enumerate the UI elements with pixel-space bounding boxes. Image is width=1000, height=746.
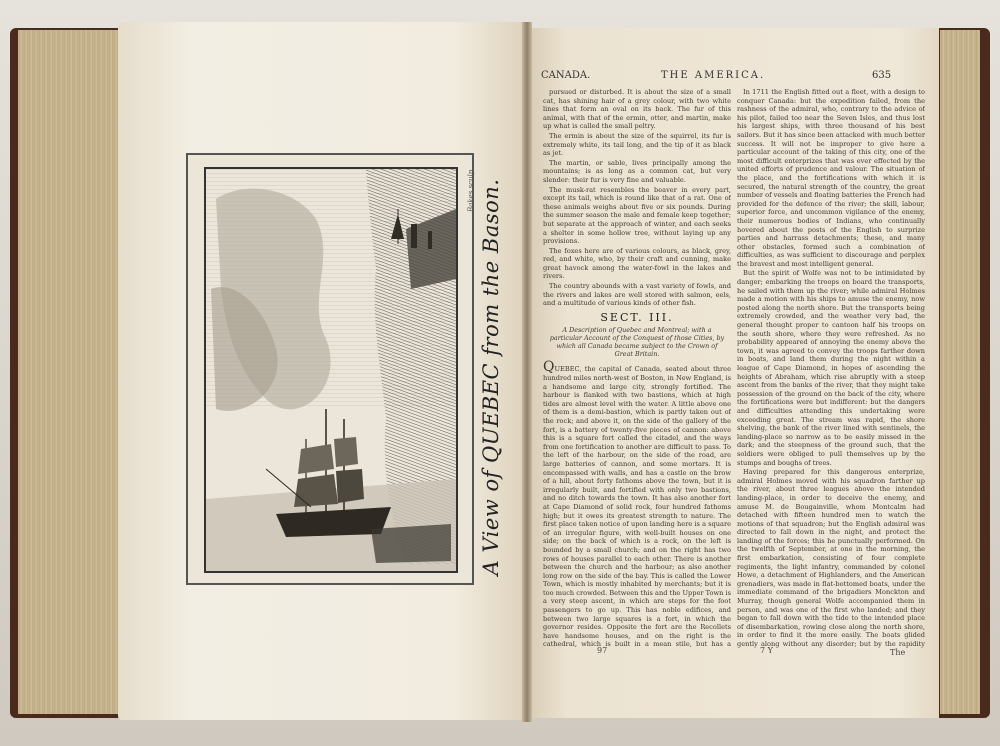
- paragraph: The ermin is about the size of the squirrel, its fur is extremely white, its tail long, and the tip of it as black as jet.: [543, 131, 731, 158]
- engraver-credit-text: Bakes sculp.: [467, 167, 475, 212]
- engraving-plate: [186, 153, 474, 585]
- ship-sail: [294, 474, 338, 507]
- signature-mark: 7 Y: [760, 646, 773, 655]
- paragraph: The country abounds with a vast variety of fowls, and the rivers and lakes are well stored with salmon, eels, and a multitude of various kinds of other fish.: [543, 282, 731, 308]
- page-number: 635: [872, 70, 892, 81]
- catchword: The: [890, 648, 906, 657]
- signature-mark: 97: [597, 646, 608, 655]
- quebec-harbour-engraving: [206, 169, 456, 571]
- church-tower: [411, 224, 417, 248]
- running-head: [541, 70, 861, 84]
- paragraph: In 1711 the English fitted out a fleet, with a design to conquer Canada: but the expedition failed, from the rashness of the admiral, who, contrary to the advice of his pilot, failed too near the Seven Isles, and thus lost his largest ships, with three thousand of his best sailors. But it has since been attacked with much better success. It will not be improper to give here a particular account of the taking of this city, one of the most difficult enterprizes that was ever effected by the united efforts of prudence and valour. The situation of the place, and the fortifications with which it is secured, the natural strength of the country, the great number of vessels and floating batteries the French had provided for the defence of the river; the skill, labour, superior force, and uncommon vigilance of the enemy, their numerous bodies of Indians, who continually hovered about the posts of the English to surprize parties and harrass detachments; these, and many other obstacles, formed such a combination of difficulties, as was sufficient to discourage and perplex the bravest and most intelligent general.: [737, 88, 925, 268]
- church-tower: [428, 231, 432, 249]
- text-column-left: [543, 88, 731, 648]
- running-head-section: CANADA.: [541, 70, 591, 81]
- plate-title-text: A View of QUEBEC from the Bason.: [479, 178, 503, 576]
- section-subtitle: A Description of Quebec and Montreal; with a particular Account of the Conquest of those Cities, by which all Canada became subject to the Crown of Great Britain.: [549, 326, 725, 359]
- paragraph: pursued or disturbed. It is about the size of a small cat, has shining hair of a grey colour, with two white lines that form an oval on its back. The fur of this animal, with that of the ermin, otter, and martin, make up what is called the small peltry.: [543, 88, 731, 131]
- book-gutter: [522, 22, 532, 722]
- paragraph: The musk-rat resembles the beaver in every part, except its tail, which is round like that of a rat. One of these animals weighs about five or six pounds. During the summer season the male and female keep together; but separate at the approach of winter, and each seeks a shelter in some hollow tree, without laying up any provisions.: [543, 185, 731, 246]
- engraver-credit: [463, 150, 479, 220]
- foreground-rocks: [371, 524, 451, 563]
- text-column-right: [737, 88, 925, 648]
- running-head-title: THE AMERICA.: [661, 70, 766, 81]
- paragraph: UEBEC, the capital of Canada, seated about three hundred miles north-west of Boston, in New England, is a handsome and large city, strongly fortified. The harbour is flanked with two bastions, which at high tides are almost level with the water. A little above one of them is a demi-bastion, which is partly taken out of the rock; and above it, on the side of the gallery of the fort, is a battery of twenty-five pieces of cannon: above this is a square fort called the citadel, and the ways from one fortification to another are difficult to pass. To the left of the harbour, on the side of the road, are large batteries of cannon, and some mortars. It is encompassed with walls, and has a castle on the brow of a hill, about forty fathoms above the town, but it is irregularly built, and fortified with only two bastions, and no ditch towards the town. It has also another fort at Cape Diamond of solid rock, four hundred fathoms high; but it owes its greatest strength to nature. The first place taken notice of upon landing here is a square of an irregular figure, with well-built houses on one side; on the back of which is a rock, on the left is bounded by a small church; and on the right has two rows of houses parallel to each other. There is another between the church and the harbour; as also another long row on the side of the bay. This is called the Lower Town, which is mostly inhabited by merchants; but it is too much crowded. Between this and the Upper Town is a very steep ascent, in which are steps for the foot passengers to go up. This has noble edifices, and between two large squares is a fort, in which the governor resides. Opposite the fort are the Recollets have handsome houses, and on the right is the cathedral, which is built in a mean stile, but has a: [543, 365, 731, 648]
- ship-sail: [336, 469, 364, 503]
- drop-cap: Q: [543, 359, 555, 376]
- paragraph: But the spirit of Wolfe was not to be intimidated by danger; embarking the troops on board the transports, he sailed with them up the river; while admiral Holmes made a motion with his ships to amuse the enemy, now posted along the north shore. But the transports being extremely crowded, and the weather very bad, the general thought proper to cantoon half his troops on the south shore, where they were refreshed. As no probability appeared of annoying the enemy above the town, it was agreed to convey the troops farther down in boats, and land them during the night within a league of Cape Diamond, in hopes of ascending the heights of Abraham, which rise abruptly with a steep ascent from the banks of the river, that they might take possession of the ground on the back of the city, where the fortifications were but indifferent: but the dangers and difficulties attending this undertaking were exceeding great. The stream was rapid, the shore shelving, the bank of the river lined with sentinels, the landing-place so narrow as to be easily missed in the dark; and the steepness of the ground such, that the soldiers were obliged to pull themselves up by the stumps and boughs of trees.: [737, 269, 925, 467]
- section-heading: SECT. III.: [600, 310, 674, 324]
- engraving-image: [204, 167, 458, 573]
- plate-caption: [466, 175, 516, 595]
- paragraph: The martin, or sable, lives principally among the mountains; is as long as a common cat, but very slender: their fur is very fine and valuable.: [543, 158, 731, 184]
- page-edges-left: [18, 30, 120, 714]
- paragraph: Having prepared for this dangerous enterprize, admiral Holmes moved with his squadron farther up the river, about three leagues above the intended landing-place, in order to deceive the enemy, and amuse M. de Bougainville, whom Montcalm had detached with fifteen hundred men to watch the motions of that squadron; but the English admiral was directed to fall down in the night, and protect the landing of the forces; this he punctually performed. On the twelfth of September, at one in the morning, the first embarkation, consisting of four complete regiments, the light infantry, commanded by colonel Howe, a detachment of Highlanders, and the American grenadiers, was made in flat-bottomed boats, under the immediate command of the brigadiers Monckton and Murray, though general Wolfe accompanied them in person, and was one of the first who landed; and they began to fall down with the tide to the intended place of disembarkation, rowing close along the north shore, in order to find it the more easily. The boats glided gently along without any disorder; but by the rapidity: [737, 468, 925, 648]
- ship-sail: [334, 437, 358, 467]
- paragraph: The foxes here are of various colours, as black, grey, red, and white, who, by their craft and cunning, make great havock among the water-fowl in the lakes and rivers.: [543, 246, 731, 281]
- page-edges-right: [940, 30, 980, 714]
